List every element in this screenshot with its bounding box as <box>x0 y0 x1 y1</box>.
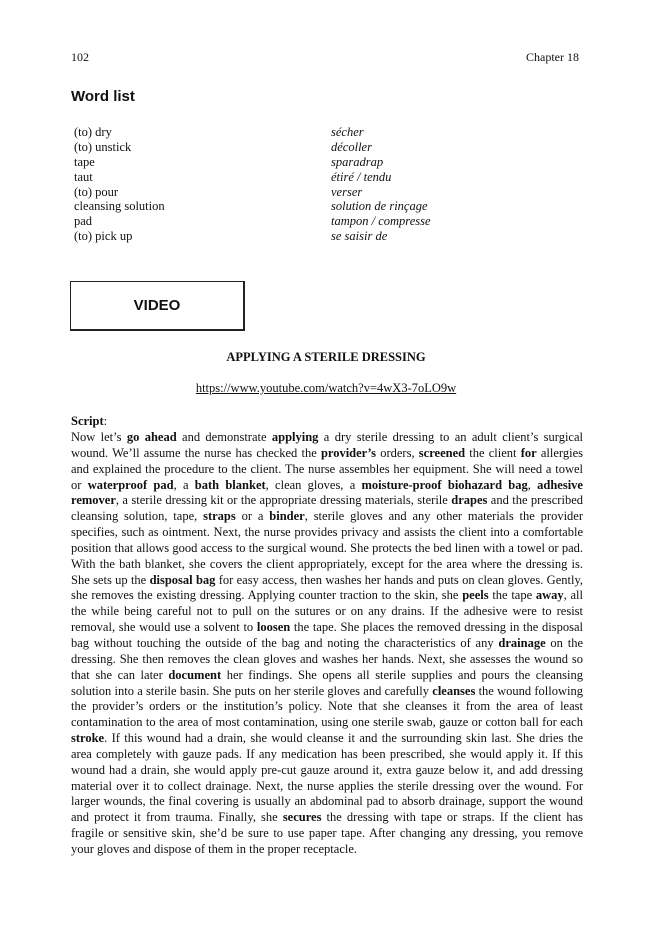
script-text-segment: or a <box>235 509 270 524</box>
script-vocabulary-term: straps <box>203 509 236 524</box>
word-list-row <box>74 155 494 170</box>
script-text-segment: the tape <box>488 588 536 603</box>
script-text-segment: the wound following the provider’s orders or the institution’s policy. Note that she cleanses it from the area of least contamination to the area of most contamination, using one sterile swab, gauze or cotton ball for each <box>71 683 583 730</box>
french-translation: se saisir de <box>331 229 388 244</box>
french-translation: sparadrap <box>331 154 384 169</box>
script-vocabulary-term: cleanses <box>432 683 476 698</box>
script-label-text: Script <box>71 414 104 428</box>
script-vocabulary-term: loosen <box>256 620 291 635</box>
english-term: cleansing solution <box>74 199 165 214</box>
script-vocabulary-term: adhesive remover <box>71 477 583 508</box>
word-list-title: Word list <box>71 88 135 105</box>
script-text-segment: for easy access, then washes her hands and puts on clean gloves. Gently, she removes the existing dressing. Applying counter traction to the skin, she <box>71 572 584 603</box>
script-text-segment: , sterile gloves and any other materials the provider specifies, such as ointment. Next, the nurse provides privacy and assists the client into a comfortable position that allows good access to the surgical wound. She protects the bed linen with a towel or pad. With the bath blanket, she covers the client appropriately, except for the area where the dressing is. She sets up the <box>71 509 584 587</box>
script-text-segment: a dry sterile dressing to an adult client’s surgical wound. We’ll assume the nurse has checked the <box>71 430 584 460</box>
french-translation: solution de rinçage <box>331 199 428 214</box>
script-vocabulary-term: stroke <box>71 731 105 746</box>
script-text-segment: and demonstrate <box>176 430 272 444</box>
script-text-segment: the tape. She places the removed dressing in the disposal bag without touching the outside of the bag and noting the characteristics of any <box>71 620 583 650</box>
english-term: (to) dry <box>74 125 112 139</box>
video-label: VIDEO <box>133 297 181 314</box>
video-title: APPLYING A STERILE DRESSING <box>226 350 426 364</box>
script-text-segment: on the dressing. She then removes the clean gloves and washes her hands. Next, she assesses the wound so that she can later <box>71 635 583 682</box>
script-vocabulary-term: moisture-proof biohazard bag <box>361 477 528 492</box>
script-text-segment: , <box>527 477 538 492</box>
chapter-label: Chapter 18 <box>526 50 579 64</box>
script-vocabulary-term: peels <box>462 588 489 603</box>
script-text-segment: allergies and explained the procedure to the client. The nurse assembles her equipment. She will need a towel or <box>71 445 583 492</box>
script-paragraph <box>71 430 583 858</box>
script-text-segment: orders, <box>376 445 419 460</box>
script-vocabulary-term: secures <box>282 810 322 825</box>
script-text-segment: . If this wound had a drain, she would cleanse it and the surrounding skin last. She dries the area completely with gauze pads. If any medication has been prescribed, she would apply it. If this wound had a drain, she would apply pre-cut gauze around it, extra gauze below it, and add dressing material over it to collect drainage. Next, the nurse applies the sterile dressing over the wound. For larger wounds, the final covering is usually an abdominal pad to absorb drainage, support the wound and protect it from trauma. Finally, she <box>71 731 583 825</box>
script-vocabulary-term: document <box>168 667 222 682</box>
english-term: pad <box>74 214 93 229</box>
word-list-row <box>74 214 494 229</box>
french-translation: étiré / tendu <box>331 169 392 184</box>
video-label-box <box>70 281 245 331</box>
script-label-colon: : <box>103 414 108 428</box>
script-vocabulary-term: bath blanket <box>194 477 266 492</box>
script-vocabulary-term: drapes <box>451 493 488 508</box>
english-term: (to) unstick <box>74 139 132 154</box>
word-list-row <box>74 185 494 200</box>
script-text-segment: the dressing with tape or straps. If the client has fragile or sensitive skin, she’d be sure to use paper tape. After changing any dressing, you remove your gloves and dispose of them in the proper receptacle. <box>71 810 583 856</box>
script-vocabulary-term: waterproof pad <box>87 477 174 492</box>
word-list-row <box>74 170 494 185</box>
script-text-segment: , clean gloves, a <box>265 477 362 492</box>
script-vocabulary-term: applying <box>271 430 319 444</box>
script-vocabulary-term: binder <box>269 509 305 524</box>
english-term: tape <box>74 154 95 169</box>
script-vocabulary-term: go ahead <box>126 430 177 444</box>
script-text-segment: , a <box>173 477 195 492</box>
script-vocabulary-term: disposal bag <box>149 572 216 587</box>
word-list-row <box>74 140 494 155</box>
video-link[interactable]: https://www.youtube.com/watch?v=4wX3-7oLO9w <box>195 381 457 395</box>
script-text-segment: Now let’s <box>71 430 127 444</box>
english-term: (to) pour <box>74 184 119 199</box>
word-list-row <box>74 229 494 244</box>
script-text-segment: and the prescribed cleansing solution, tape, <box>71 493 583 524</box>
english-term: (to) pick up <box>74 229 133 244</box>
script-text-segment: , all the while being careful not to pull on the sutures or on any drains. If the adhesive were to resist removal, she would use a solvent to <box>71 588 584 635</box>
french-translation: décoller <box>331 139 372 154</box>
script-vocabulary-term: away <box>535 588 564 603</box>
script-text-segment: her findings. She opens all sterile supplies and pours the cleansing solution into a sterile basin. She puts on her sterile gloves and carefully <box>71 667 583 698</box>
script-vocabulary-term: for <box>520 445 537 460</box>
script-text-segment: , a sterile dressing kit or the appropriate dressing materials, sterile <box>115 493 452 508</box>
script-vocabulary-term: drainage <box>498 635 546 650</box>
script-label <box>71 414 107 429</box>
page-number: 102 <box>71 50 89 64</box>
word-list-row <box>74 199 494 214</box>
french-translation: tampon / compresse <box>331 214 431 229</box>
french-translation: sécher <box>331 125 364 139</box>
script-vocabulary-term: provider’s <box>320 445 377 460</box>
word-list-row <box>74 125 494 140</box>
french-translation: verser <box>331 184 363 199</box>
script-vocabulary-term: screened <box>418 445 466 460</box>
word-list <box>74 125 494 244</box>
script-text-segment: the client <box>465 445 521 460</box>
english-term: taut <box>74 169 93 184</box>
